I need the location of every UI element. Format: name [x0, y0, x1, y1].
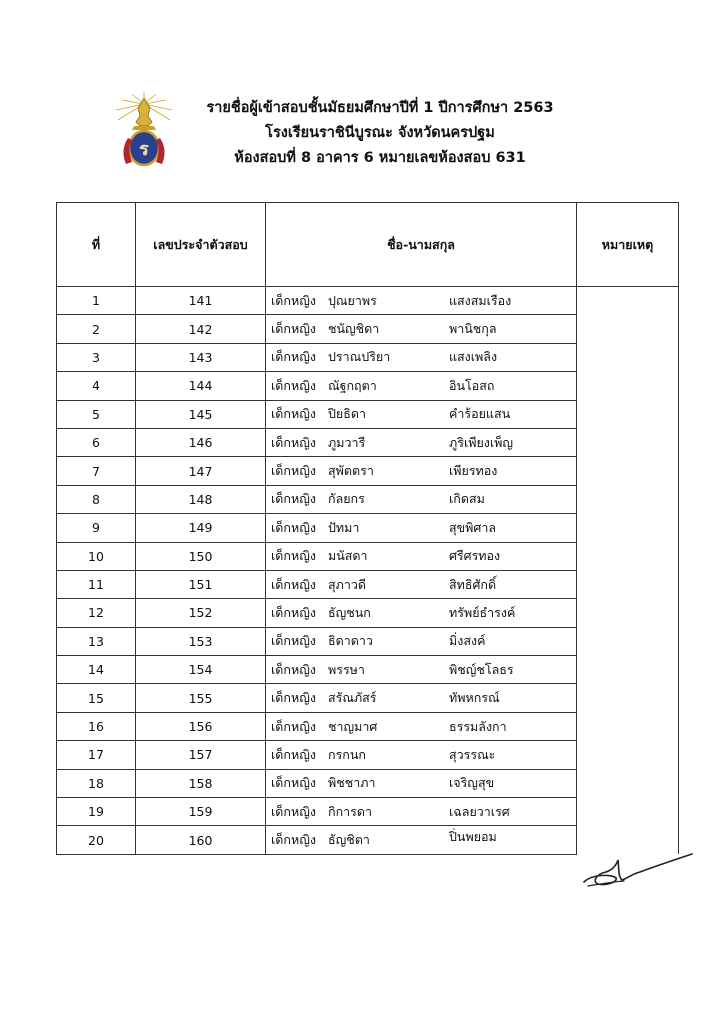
student-name	[266, 343, 577, 371]
row-number: 11	[57, 570, 136, 598]
remarks-cell	[577, 599, 679, 627]
row-number: 3	[57, 343, 136, 371]
student-name	[266, 599, 577, 627]
name-prefix: เด็กหญิง	[271, 718, 316, 734]
remarks-cell	[577, 684, 679, 712]
table-row	[57, 400, 679, 428]
first-name: ปราณปริยา	[328, 349, 391, 365]
exam-id: 149	[136, 514, 266, 542]
remarks-cell	[577, 769, 679, 797]
remarks-cell	[577, 627, 679, 655]
table-row	[57, 485, 679, 513]
student-name	[266, 457, 577, 485]
student-name	[266, 712, 577, 740]
row-number: 8	[57, 485, 136, 513]
name-prefix: เด็กหญิง	[271, 775, 316, 791]
name-prefix: เด็กหญิง	[271, 321, 316, 337]
remarks-cell	[577, 315, 679, 343]
column-header-number: ที่	[57, 203, 136, 287]
exam-id: 157	[136, 741, 266, 769]
table-row	[57, 712, 679, 740]
document-title	[170, 96, 590, 171]
last-name: ทรัพย์ธำรงค์	[449, 604, 516, 620]
first-name: กิการดา	[328, 803, 373, 819]
name-prefix: เด็กหญิง	[271, 519, 316, 535]
name-prefix: เด็กหญิง	[271, 746, 316, 762]
remarks-cell	[577, 400, 679, 428]
student-name	[266, 798, 577, 826]
name-prefix: เด็กหญิง	[271, 377, 316, 393]
remarks-cell	[577, 570, 679, 598]
name-prefix: เด็กหญิง	[271, 548, 316, 564]
student-name	[266, 400, 577, 428]
row-number: 1	[57, 287, 136, 315]
table-body	[57, 287, 679, 855]
first-name: สรัณภัสร์	[328, 690, 377, 706]
student-name	[266, 741, 577, 769]
first-name: ปิยธิดา	[328, 406, 367, 422]
table-row	[57, 343, 679, 371]
first-name: ณัฐกฤตา	[328, 377, 377, 393]
last-name: ภูริเพียงเพ็ญ	[449, 434, 514, 450]
name-prefix: เด็กหญิง	[271, 292, 316, 308]
remarks-cell	[577, 514, 679, 542]
row-number: 6	[57, 428, 136, 456]
table-row	[57, 599, 679, 627]
first-name: ธัญชนก	[328, 604, 371, 620]
remarks-cell	[577, 741, 679, 769]
last-name: พานิชกุล	[449, 321, 497, 337]
remarks-cell	[577, 542, 679, 570]
first-name: สุพัตตรา	[328, 463, 374, 479]
row-number: 18	[57, 769, 136, 797]
exam-id: 142	[136, 315, 266, 343]
student-name	[266, 542, 577, 570]
title-line-1: รายชื่อผู้เข้าสอบชั้นมัธยมศึกษาปีที่ 1 ปีการศึกษา 2563	[206, 100, 554, 116]
row-number: 17	[57, 741, 136, 769]
school-emblem-icon	[112, 90, 176, 174]
column-header-remarks: หมายเหตุ	[577, 203, 679, 287]
remarks-cell	[577, 656, 679, 684]
table-row	[57, 287, 679, 315]
name-prefix: เด็กหญิง	[271, 434, 316, 450]
student-name	[266, 684, 577, 712]
name-prefix: เด็กหญิง	[271, 576, 316, 592]
table-row	[57, 315, 679, 343]
first-name: ธัญชิตา	[328, 832, 370, 848]
table-row	[57, 542, 679, 570]
exam-id: 147	[136, 457, 266, 485]
column-header-full-name: ชื่อ-นามสกุล	[266, 203, 577, 287]
row-number: 5	[57, 400, 136, 428]
table-row	[57, 769, 679, 797]
name-prefix: เด็กหญิง	[271, 491, 316, 507]
row-number: 9	[57, 514, 136, 542]
table-row	[57, 656, 679, 684]
last-name: ศรีศรทอง	[449, 548, 501, 564]
exam-roster-table	[56, 202, 679, 855]
exam-id: 156	[136, 712, 266, 740]
last-name: มิ่งสงค์	[449, 633, 486, 649]
table-row	[57, 741, 679, 769]
first-name: พรรษา	[328, 661, 365, 677]
last-name: พิชญ์ชโลธร	[449, 661, 514, 677]
table-row	[57, 514, 679, 542]
remarks-cell	[577, 343, 679, 371]
student-name	[266, 656, 577, 684]
name-prefix: เด็กหญิง	[271, 661, 316, 677]
name-prefix: เด็กหญิง	[271, 463, 316, 479]
last-name: สุวรรณะ	[449, 746, 496, 762]
first-name: ปัทมา	[328, 519, 360, 535]
row-number: 7	[57, 457, 136, 485]
name-prefix: เด็กหญิง	[271, 803, 316, 819]
last-name: สิทธิศักดิ์	[449, 576, 497, 592]
svg-text:ร: ร	[139, 139, 149, 160]
student-name	[266, 769, 577, 797]
exam-id: 151	[136, 570, 266, 598]
exam-id: 154	[136, 656, 266, 684]
remarks-cell	[577, 428, 679, 456]
exam-id: 143	[136, 343, 266, 371]
student-name	[266, 627, 577, 655]
last-name: สุขพิศาล	[449, 519, 497, 535]
exam-id: 146	[136, 428, 266, 456]
title-line-3: ห้องสอบที่ 8 อาคาร 6 หมายเลขห้องสอบ 631	[234, 150, 526, 166]
exam-id: 153	[136, 627, 266, 655]
row-number: 19	[57, 798, 136, 826]
first-name: ปุณยาพร	[328, 292, 377, 308]
row-number: 13	[57, 627, 136, 655]
remarks-cell	[577, 372, 679, 400]
table-row	[57, 372, 679, 400]
table-row	[57, 798, 679, 826]
table-row	[57, 684, 679, 712]
table-row	[57, 457, 679, 485]
exam-id: 144	[136, 372, 266, 400]
exam-id: 155	[136, 684, 266, 712]
last-name: เกิดสม	[449, 491, 485, 507]
table-row	[57, 428, 679, 456]
first-name: ธิดาดาว	[328, 633, 373, 649]
handwritten-signature-icon	[582, 848, 694, 894]
row-number: 15	[57, 684, 136, 712]
remarks-cell	[577, 798, 679, 826]
name-prefix: เด็กหญิง	[271, 832, 316, 848]
row-number: 20	[57, 826, 136, 854]
name-prefix: เด็กหญิง	[271, 633, 316, 649]
first-name: ชนัญชิดา	[328, 321, 380, 337]
first-name: มนัสดา	[328, 548, 368, 564]
row-number: 10	[57, 542, 136, 570]
last-name: เพียรทอง	[449, 463, 498, 479]
first-name: ชาญมาศ	[328, 718, 378, 734]
remarks-cell	[577, 457, 679, 485]
student-name	[266, 315, 577, 343]
student-name	[266, 826, 577, 854]
name-prefix: เด็กหญิง	[271, 406, 316, 422]
last-name: เจริญสุข	[449, 775, 495, 791]
student-name	[266, 287, 577, 315]
student-name	[266, 514, 577, 542]
first-name: กัลยกร	[328, 491, 365, 507]
remarks-cell	[577, 287, 679, 315]
last-name: เฉลยวาเรศ	[449, 803, 510, 819]
remarks-cell	[577, 485, 679, 513]
last-name: แสงสมเรือง	[449, 292, 512, 308]
first-name: สุภาวดี	[328, 576, 367, 592]
exam-id: 150	[136, 542, 266, 570]
exam-id: 152	[136, 599, 266, 627]
last-name: ทัพหกรณ์	[449, 690, 500, 706]
name-prefix: เด็กหญิง	[271, 690, 316, 706]
last-name: ธรรมลังกา	[449, 718, 507, 734]
row-number: 12	[57, 599, 136, 627]
first-name: ภูมวารี	[328, 434, 366, 450]
last-name: ปิ่นพยอม	[449, 828, 497, 844]
row-number: 2	[57, 315, 136, 343]
last-name: คำร้อยแสน	[449, 406, 511, 422]
exam-id: 148	[136, 485, 266, 513]
remarks-cell	[577, 712, 679, 740]
title-line-2: โรงเรียนราชินีบูรณะ จังหวัดนครปฐม	[265, 125, 495, 141]
student-name	[266, 570, 577, 598]
last-name: อินโอสถ	[449, 377, 495, 393]
row-number: 14	[57, 656, 136, 684]
table-row	[57, 570, 679, 598]
exam-id: 141	[136, 287, 266, 315]
exam-id: 160	[136, 826, 266, 854]
name-prefix: เด็กหญิง	[271, 604, 316, 620]
student-name	[266, 428, 577, 456]
column-header-exam-id: เลขประจำตัวสอบ	[136, 203, 266, 287]
exam-id: 159	[136, 798, 266, 826]
exam-id: 145	[136, 400, 266, 428]
row-number: 16	[57, 712, 136, 740]
last-name: แสงเพลิง	[449, 349, 498, 365]
row-number: 4	[57, 372, 136, 400]
student-name	[266, 372, 577, 400]
first-name: พิชชาภา	[328, 775, 376, 791]
exam-id: 158	[136, 769, 266, 797]
first-name: กรกนก	[328, 746, 366, 762]
student-name	[266, 485, 577, 513]
name-prefix: เด็กหญิง	[271, 349, 316, 365]
table-row	[57, 627, 679, 655]
table-header-row	[57, 203, 679, 287]
